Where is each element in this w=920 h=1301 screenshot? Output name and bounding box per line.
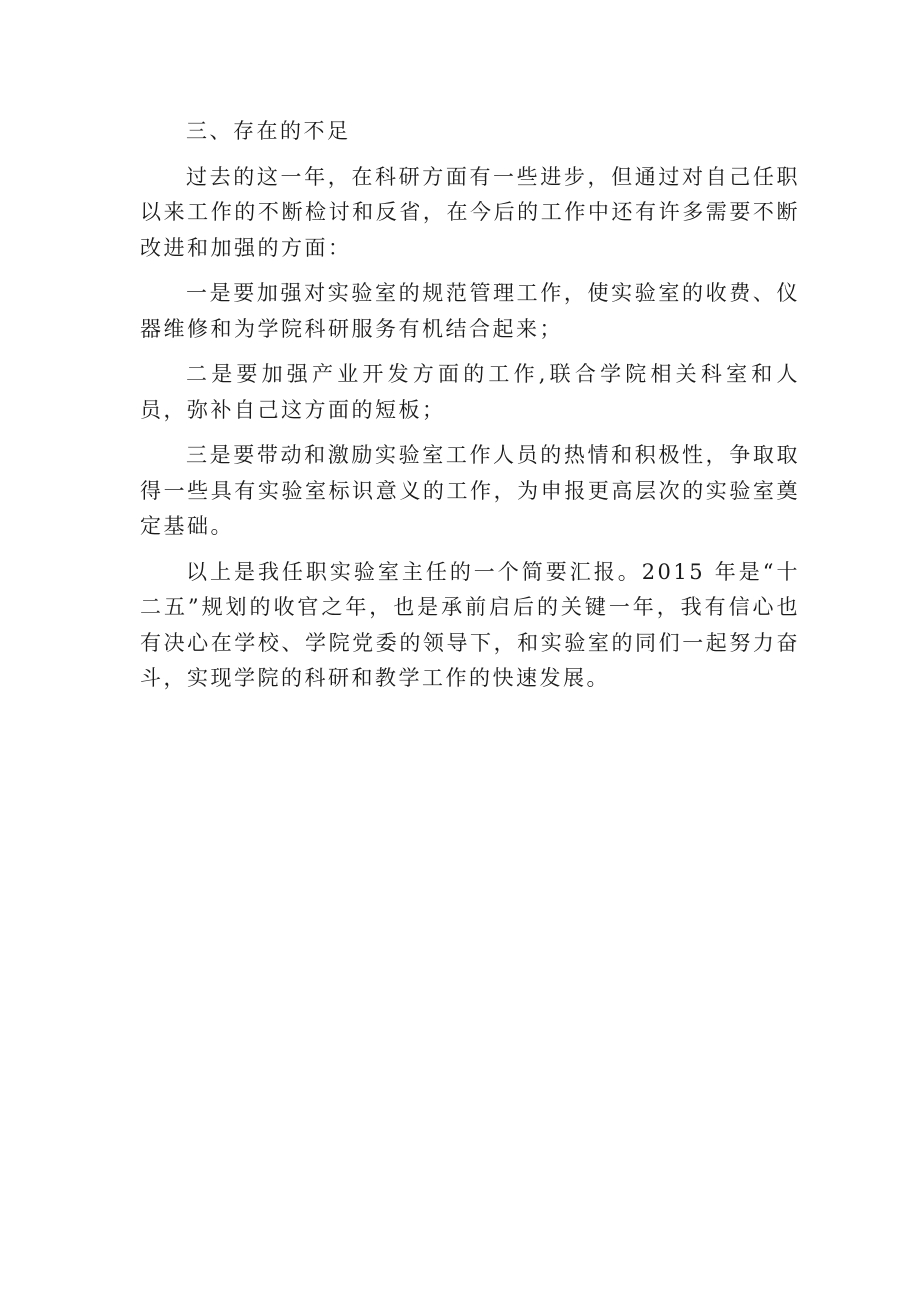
section-heading: 三、存在的不足 bbox=[186, 119, 351, 143]
paragraph-summary: 过去的这一年，在科研方面有一些进步，但通过对自己任职以来工作的不断检讨和反省，在今后的工作中还有许多需要不断改进和加强的方面： bbox=[140, 164, 800, 260]
paragraph-point-three: 三是要带动和激励实验室工作人员的热情和积极性，争取取得一些具有实验室标识意义的工作，为申报更高层次的实验室奠定基础。 bbox=[140, 443, 800, 538]
paragraph-conclusion: 以上是我任职实验室主任的一个简要汇报。2015 年是“十二五”规划的收官之年，也是承前启后的关键一年，我有信心也有决心在学校、学院党委的领导下，和实验室的同们一起努力奋斗，实现学院的科研和教学工作的快速发展。 bbox=[140, 559, 800, 690]
paragraph-point-two: 二是要加强产业开发方面的工作,联合学院相关科室和人员，弥补自己这方面的短板； bbox=[140, 362, 800, 422]
paragraph-point-one: 一是要加强对实验室的规范管理工作，使实验室的收费、仪器维修和为学院科研服务有机结合起来； bbox=[140, 281, 800, 341]
document-body bbox=[140, 114, 800, 707]
